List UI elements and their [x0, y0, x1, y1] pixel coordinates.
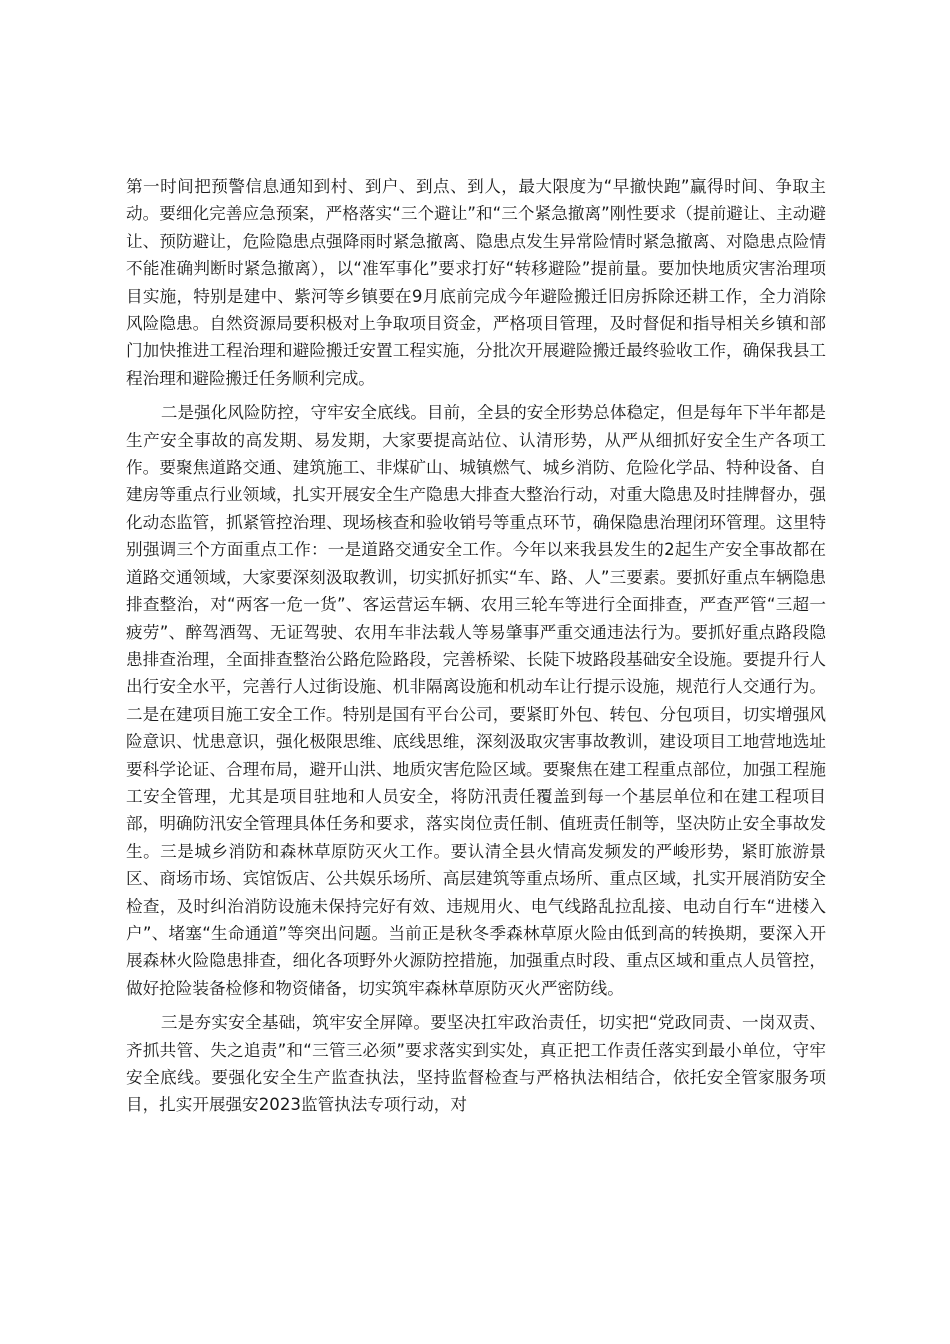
paragraph-safety-foundation: 三是夯实安全基础，筑牢安全屏障。要坚决扛牢政治责任，切实把“党政同责、一岗双责、齐抓共管、失之追责”和“三管三必须”要求落实到实处，真正把工作责任落实到最小单位，守牢安全底线。要强化安全生产监查执法，坚持监督检查与严格执法相结合，依托安全管家服务项目，扎实开展强安2023监管执法专项行动，对	[126, 1013, 826, 1115]
document-body	[126, 173, 826, 1126]
paragraph-continuation: 第一时间把预警信息通知到村、到户、到点、到人，最大限度为“早撤快跑”赢得时间、争取主动。要细化完善应急预案，严格落实“三个避让”和“三个紧急撤离”刚性要求（提前避让、主动避让、预防避让，危险隐患点强降雨时紧急撤离、隐患点发生异常险情时紧急撤离、对隐患点险情不能准确判断时紧急撤离），以“准军事化”要求打好“转移避险”提前量。要加快地质灾害治理项目实施，特别是建中、紫河等乡镇要在9月底前完成今年避险搬迁旧房拆除还耕工作，全力消除风险隐患。自然资源局要积极对上争取项目资金，严格项目管理，及时督促和指导相关乡镇和部门加快推进工程治理和避险搬迁安置工程实施，分批次开展避险搬迁最终验收工作，确保我县工程治理和避险搬迁任务顺利完成。	[126, 177, 826, 388]
paragraph-risk-control: 二是强化风险防控，守牢安全底线。目前，全县的安全形势总体稳定，但是每年下半年都是生产安全事故的高发期、易发期，大家要提高站位、认清形势，从严从细抓好安全生产各项工作。要聚焦道路交通、建筑施工、非煤矿山、城镇燃气、城乡消防、危险化学品、特种设备、自建房等重点行业领域，扎实开展安全生产隐患大排查大整治行动，对重大隐患及时挂牌督办，强化动态监管，抓紧管控治理、现场核查和验收销号等重点环节，确保隐患治理闭环管理。这里特别强调三个方面重点工作：一是道路交通安全工作。今年以来我县发生的2起生产安全事故都在道路交通领域，大家要深刻汲取教训，切实抓好抓实“车、路、人”三要素。要抓好重点车辆隐患排查整治，对“两客一危一货”、客运营运车辆、农用三轮车等进行全面排查，严查严管“三超一疲劳”、醉驾酒驾、无证驾驶、农用车非法载人等易肇事严重交通违法行为。要抓好重点路段隐患排查治理，全面排查整治公路危险路段，完善桥梁、长陡下坡路段基础安全设施。要提升行人出行安全水平，完善行人过街设施、机非隔离设施和机动车让行提示设施，规范行人交通行为。二是在建项目施工安全工作。特别是国有平台公司，要紧盯外包、转包、分包项目，切实增强风险意识、忧患意识，强化极限思维、底线思维，深刻汲取灾害事故教训，建设项目工地营地选址要科学论证、合理布局，避开山洪、地质灾害危险区域。要聚焦在建工程重点部位，加强工程施工安全管理，尤其是项目驻地和人员安全，将防汛责任覆盖到每一个基层单位和在建工程项目部，明确防汛安全管理具体任务和要求，落实岗位责任制、值班责任制等，坚决防止安全事故发生。三是城乡消防和森林草原防灭火工作。要认清全县火情高发频发的严峻形势，紧盯旅游景区、商场市场、宾馆饭店、公共娱乐场所、高层建筑等重点场所、重点区域，扎实开展消防安全检查，及时纠治消防设施未保持完好有效、违规用火、电气线路乱拉乱接、电动自行车“进楼入户”、堵塞“生命通道”等突出问题。当前正是秋冬季森林草原火险由低到高的转换期，要深入开展森林火险隐患排查，细化各项野外火源防控措施，加强重点时段、重点区域和重点人员管控，做好抢险装备检修和物资储备，切实筑牢森林草原防灭火严密防线。	[126, 403, 826, 998]
